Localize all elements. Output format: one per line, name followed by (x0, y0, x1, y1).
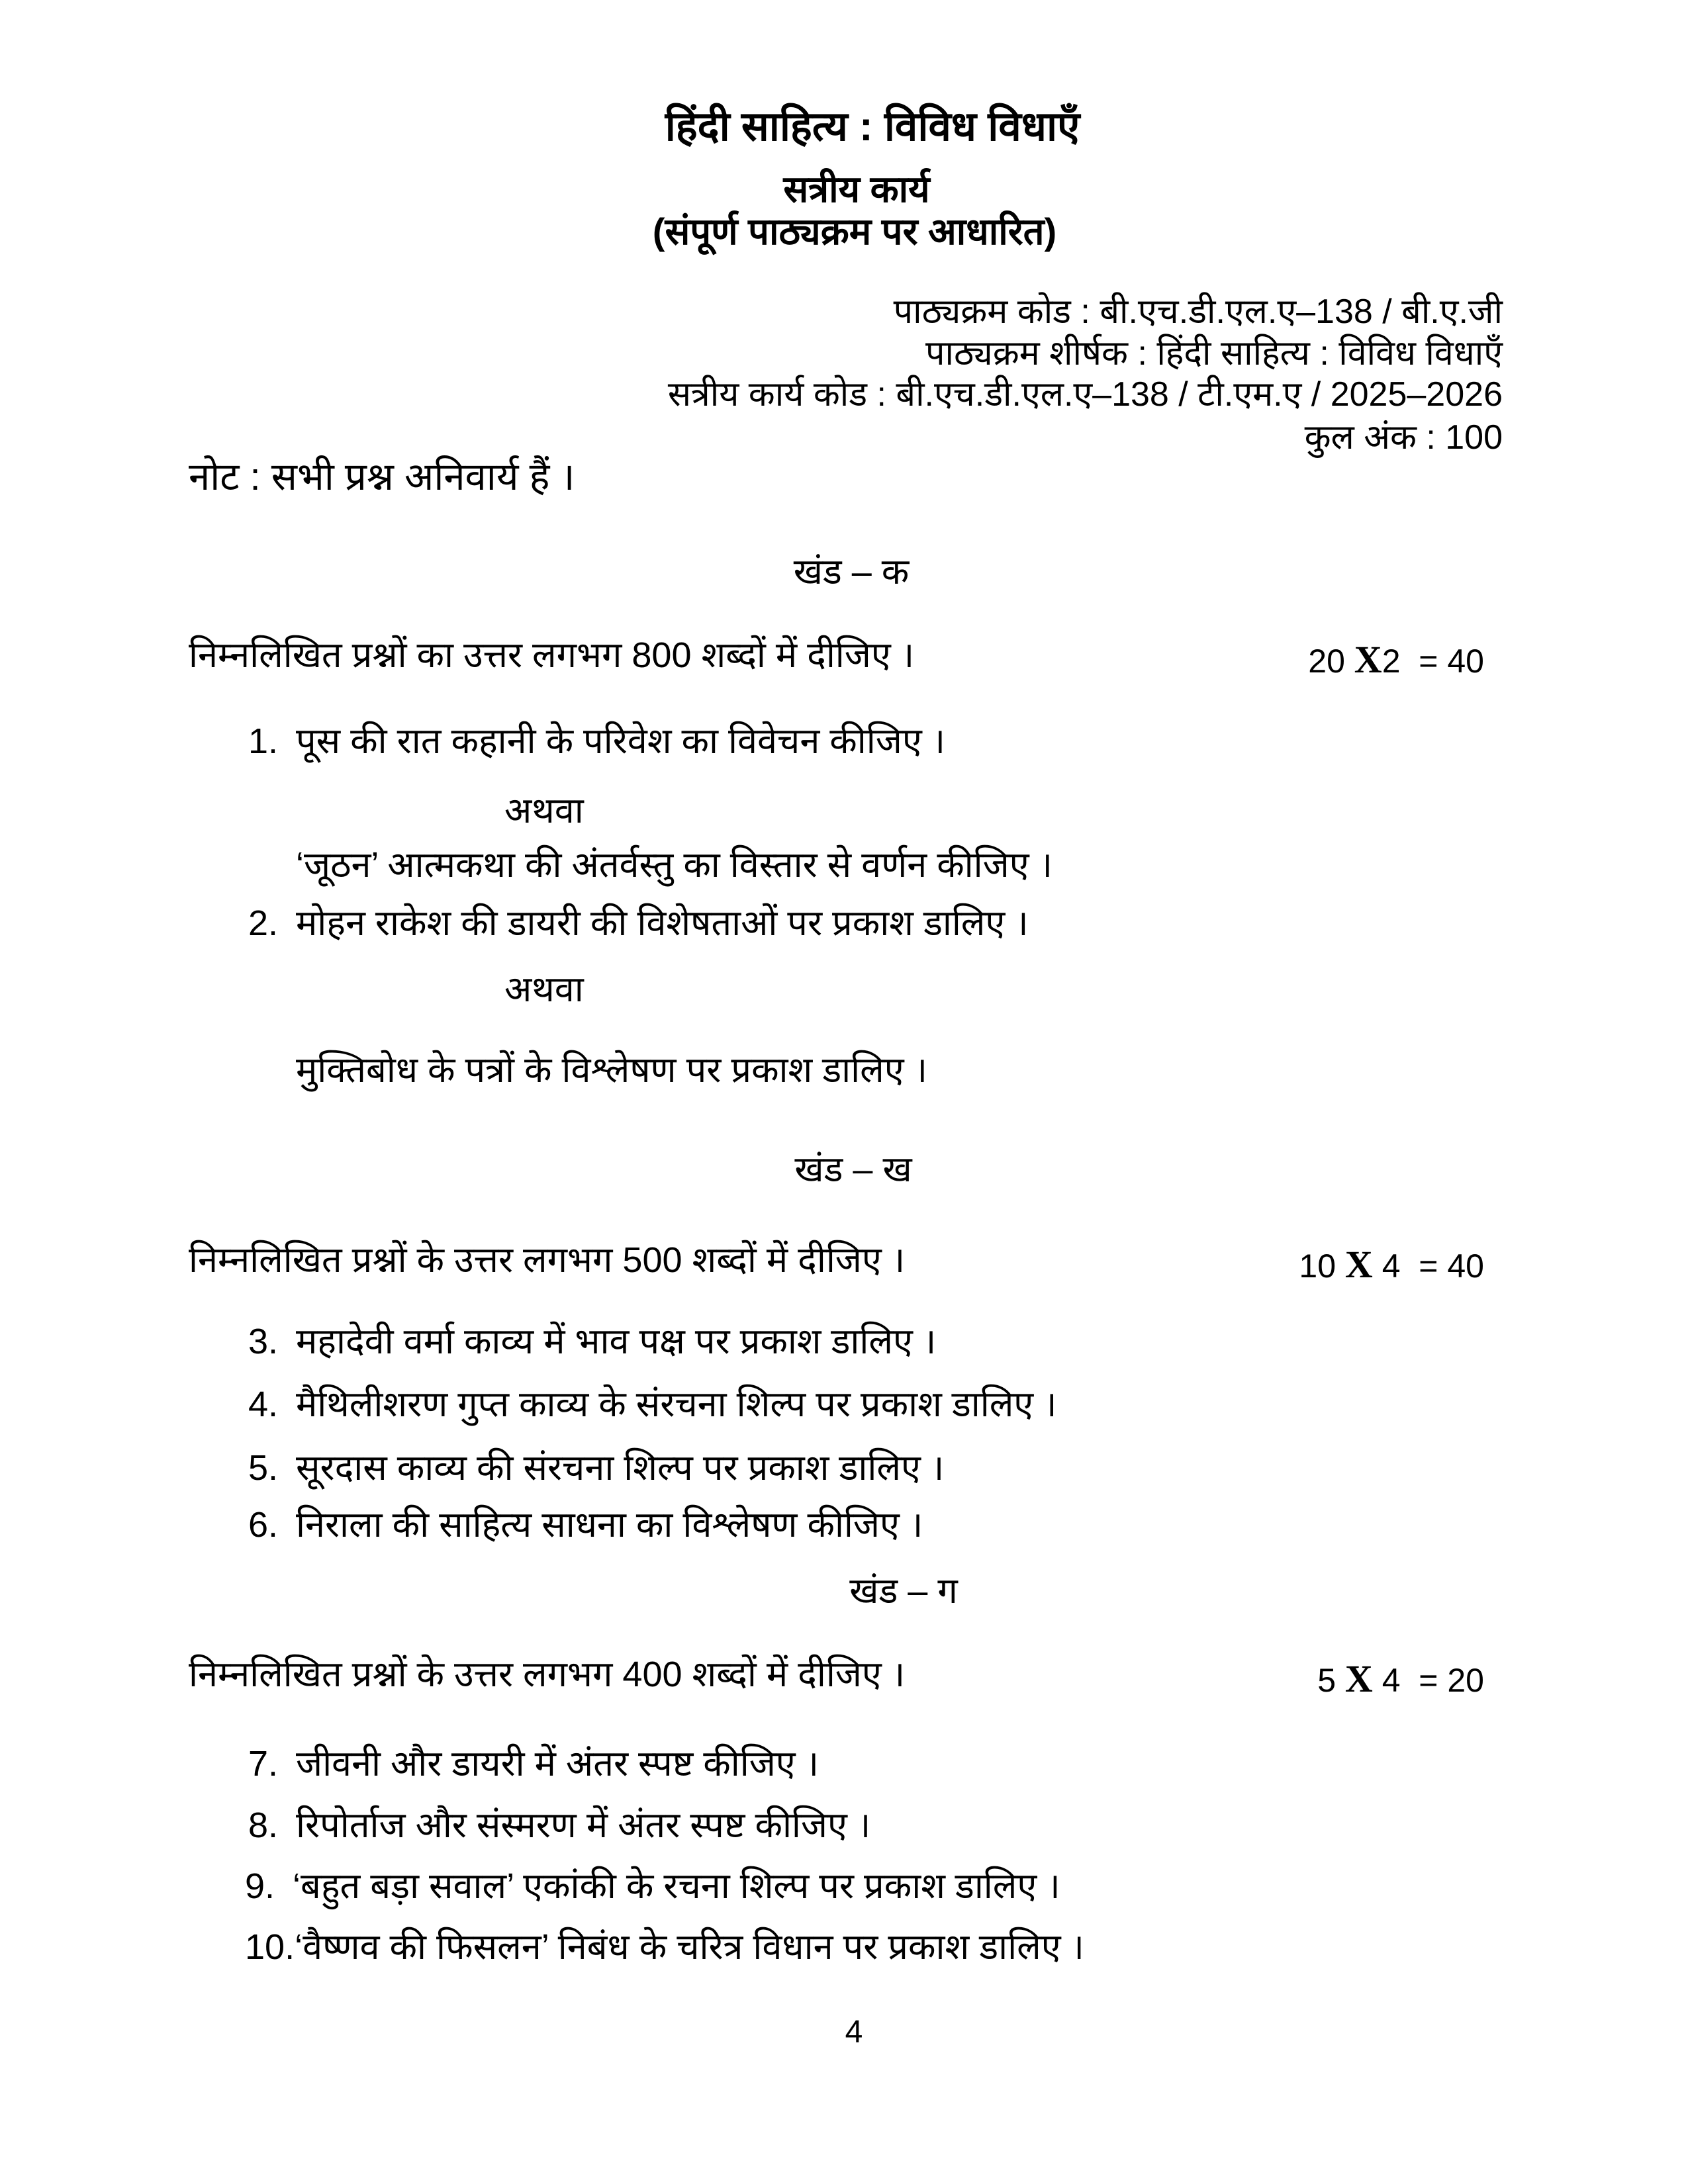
question-text: मैथिलीशरण गुप्त काव्य के संरचना शिल्प पर प्रकाश डालिए । (296, 1385, 1057, 1424)
question-1 (248, 720, 945, 763)
course-code-line: पाठ्यक्रम कोड : बी.एच.डी.एल.ए–138 / बी.ए.जी (893, 293, 1503, 331)
question-number: 2. (248, 903, 279, 943)
question-text: ‘बहुत बड़ा सवाल’ एकांकी के रचना शिल्प पर प्रकाश डालिए । (293, 1866, 1060, 1906)
question-8 (248, 1804, 870, 1847)
marks-factor1: 20 (1308, 643, 1354, 680)
or-divider-2: अथवा (504, 970, 584, 1009)
question-2 (248, 902, 1029, 945)
marks-x-symbol: X (1344, 1243, 1373, 1286)
question-text: पूस की रात कहानी के परिवेश का विवेचन कीजिए । (296, 721, 946, 761)
question-text: ‘वैष्णव की फिसलन’ निबंध के चरित्र विधान पर प्रकाश डालिए । (295, 1927, 1085, 1967)
question-1-alt: ‘जूठन’ आत्मकथा की अंतर्वस्तु का विस्तार से वर्णन कीजिए । (296, 845, 1053, 885)
question-text: निराला की साहित्य साधना का विश्लेषण कीजिए । (296, 1505, 923, 1545)
or-divider-1: अथवा (504, 791, 584, 831)
question-number: 1. (248, 721, 279, 761)
question-4 (248, 1383, 1057, 1426)
marks-factor2: 4 (1372, 1662, 1401, 1699)
question-number: 3. (248, 1322, 279, 1361)
page-subtitle: सत्रीय कार्य (783, 168, 930, 210)
marks-total: = 20 (1400, 1662, 1484, 1699)
question-9 (245, 1865, 1060, 1908)
question-number: 6. (248, 1505, 279, 1545)
question-2-alt: मुक्तिबोध के पत्रों के विश्लेषण पर प्रकाश डालिए । (296, 1050, 928, 1090)
question-number: 4. (248, 1385, 279, 1424)
question-6 (248, 1504, 923, 1547)
section-a-marks (1308, 637, 1484, 683)
section-b-heading: खंड – ख (794, 1150, 912, 1189)
total-marks-line: कुल अंक : 100 (1304, 418, 1503, 457)
section-c-marks (1317, 1656, 1484, 1702)
question-text: रिपोर्ताज और संस्मरण में अंतर स्पष्ट कीजिए । (296, 1805, 871, 1845)
marks-factor2: 4 (1372, 1248, 1401, 1285)
marks-factor2: 2 (1382, 643, 1401, 680)
question-7 (248, 1743, 819, 1786)
course-title-line: पाठ्यक्रम शीर्षक : हिंदी साहित्य : विविध विधाएँ (925, 334, 1503, 373)
section-c-instruction: निम्नलिखित प्रश्नों के उत्तर लगभग 400 शब्दों में दीजिए । (189, 1655, 906, 1694)
page-title: हिंदी साहित्य : विविध विधाएँ (665, 104, 1080, 150)
question-3 (248, 1320, 936, 1363)
question-text: जीवनी और डायरी में अंतर स्पष्ट कीजिए । (296, 1744, 820, 1784)
question-number: 10. (245, 1927, 295, 1967)
section-a-heading: खंड – क (793, 552, 910, 592)
section-b-marks (1299, 1242, 1484, 1288)
marks-total: = 40 (1400, 643, 1484, 680)
question-number: 7. (248, 1744, 279, 1784)
section-b-instruction: निम्नलिखित प्रश्नों के उत्तर लगभग 500 शब्दों में दीजिए । (189, 1240, 906, 1280)
marks-x-symbol: X (1354, 638, 1382, 681)
question-text: सूरदास काव्य की संरचना शिल्प पर प्रकाश डालिए । (296, 1448, 945, 1488)
page-subtitle-note: (संपूर्ण पाठ्यक्रम पर आधारित) (652, 210, 1057, 252)
note-line: नोट : सभी प्रश्न अनिवार्य हैं । (189, 455, 575, 498)
question-number: 5. (248, 1448, 279, 1488)
marks-total: = 40 (1400, 1248, 1484, 1285)
marks-factor1: 10 (1299, 1248, 1345, 1285)
section-c-heading: खंड – ग (849, 1571, 958, 1611)
question-10 (245, 1926, 1084, 1969)
question-text: मोहन राकेश की डायरी की विशेषताओं पर प्रकाश डालिए । (296, 903, 1029, 943)
page-number: 4 (845, 2015, 863, 2050)
assignment-code-line: सत्रीय कार्य कोड : बी.एच.डी.एल.ए–138 / टी.एम.ए / 2025–2026 (667, 375, 1503, 414)
question-number: 9. (245, 1866, 275, 1906)
question-5 (248, 1447, 944, 1490)
marks-x-symbol: X (1344, 1657, 1373, 1700)
section-a-instruction: निम्नलिखित प्रश्नों का उत्तर लगभग 800 शब्दों में दीजिए । (189, 635, 915, 675)
question-text: महादेवी वर्मा काव्य में भाव पक्ष पर प्रकाश डालिए । (296, 1322, 937, 1361)
question-number: 8. (248, 1805, 279, 1845)
marks-factor1: 5 (1317, 1662, 1345, 1699)
